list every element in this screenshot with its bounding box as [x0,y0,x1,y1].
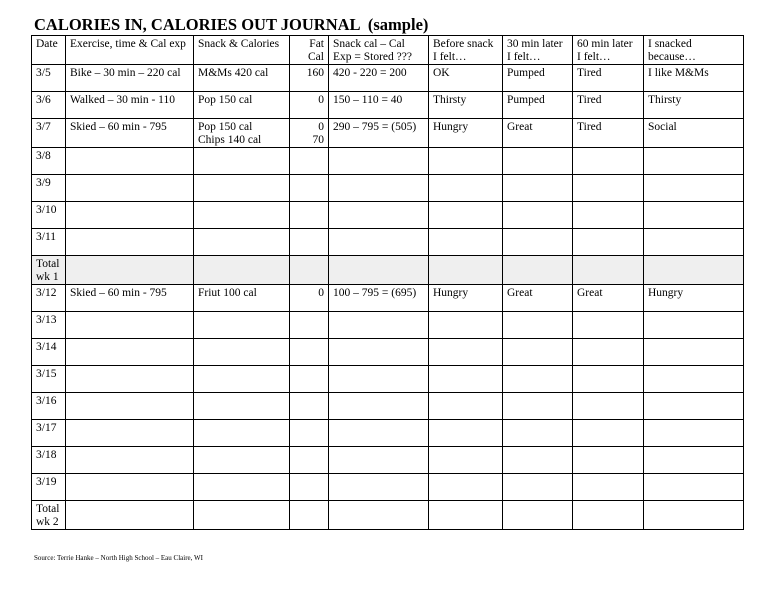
cell-60-min-later [573,148,644,175]
cell-before-snack [429,256,503,285]
cell-before-snack [429,393,503,420]
cell-snacked-because [644,202,744,229]
cell-exercise: Skied – 60 min - 795 [66,285,194,312]
cell-60-min-later: Tired [573,119,644,148]
cell-60-min-later: Tired [573,92,644,119]
table-row [32,119,744,148]
cell-60-min-later: Tired [573,65,644,92]
cell-stored [329,366,429,393]
cell-before-snack [429,501,503,530]
header-before-snack: Before snack I felt… [429,36,503,65]
cell-snack [194,175,290,202]
cell-stored: 100 – 795 = (695) [329,285,429,312]
cell-30-min-later: Great [503,285,573,312]
table-row [32,420,744,447]
cell-date: 3/16 [32,393,66,420]
cell-stored [329,312,429,339]
cell-exercise [66,229,194,256]
cell-fat-cal [290,366,329,393]
table-row [32,175,744,202]
cell-stored [329,393,429,420]
cell-snacked-because: Hungry [644,285,744,312]
cell-stored [329,175,429,202]
cell-date: 3/5 [32,65,66,92]
cell-exercise [66,175,194,202]
cell-stored [329,474,429,501]
table-row [32,92,744,119]
cell-snacked-because [644,148,744,175]
cell-snack: Pop 150 cal Chips 140 cal [194,119,290,148]
cell-exercise [66,256,194,285]
cell-60-min-later [573,393,644,420]
cell-before-snack [429,202,503,229]
cell-30-min-later [503,312,573,339]
cell-exercise [66,393,194,420]
cell-60-min-later [573,501,644,530]
cell-30-min-later [503,229,573,256]
source-note: Source: Terrie Hanke – North High School – Eau Claire, WI [34,554,203,562]
cell-fat-cal [290,202,329,229]
table-row [32,447,744,474]
cell-before-snack [429,366,503,393]
cell-before-snack [429,229,503,256]
cell-exercise [66,312,194,339]
cell-snack [194,229,290,256]
table-row [32,312,744,339]
cell-before-snack [429,474,503,501]
header-row [32,36,744,65]
cell-60-min-later [573,366,644,393]
cell-30-min-later [503,148,573,175]
cell-30-min-later [503,420,573,447]
journal-body [32,65,744,530]
cell-date: 3/12 [32,285,66,312]
cell-60-min-later [573,256,644,285]
cell-date: 3/6 [32,92,66,119]
cell-fat-cal [290,393,329,420]
cell-30-min-later [503,474,573,501]
cell-snack [194,447,290,474]
cell-fat-cal [290,256,329,285]
cell-stored [329,202,429,229]
journal-table [31,35,744,530]
cell-60-min-later [573,339,644,366]
cell-stored [329,256,429,285]
cell-exercise: Walked – 30 min - 110 [66,92,194,119]
cell-30-min-later: Great [503,119,573,148]
cell-date: 3/8 [32,148,66,175]
cell-exercise [66,202,194,229]
cell-snacked-because [644,229,744,256]
cell-snacked-because [644,501,744,530]
cell-before-snack: OK [429,65,503,92]
cell-date: Total wk 2 [32,501,66,530]
cell-60-min-later [573,229,644,256]
table-row [32,393,744,420]
cell-date: 3/10 [32,202,66,229]
cell-60-min-later [573,447,644,474]
cell-snacked-because: Thirsty [644,92,744,119]
cell-snacked-because: I like M&Ms [644,65,744,92]
cell-60-min-later [573,420,644,447]
cell-before-snack [429,420,503,447]
cell-fat-cal [290,148,329,175]
cell-snack [194,148,290,175]
page-title: CALORIES IN, CALORIES OUT JOURNAL (sample) [34,15,429,34]
table-row [32,501,744,530]
cell-snacked-because [644,420,744,447]
cell-date: 3/15 [32,366,66,393]
cell-30-min-later [503,501,573,530]
header-60-min-later: 60 min later I felt… [573,36,644,65]
cell-exercise [66,339,194,366]
cell-stored [329,501,429,530]
cell-60-min-later [573,175,644,202]
cell-30-min-later [503,447,573,474]
cell-snack [194,474,290,501]
cell-exercise [66,474,194,501]
cell-snacked-because [644,175,744,202]
header-fat-cal: Fat Cal [290,36,329,65]
cell-snacked-because [644,474,744,501]
cell-stored [329,447,429,474]
table-row [32,285,744,312]
cell-snack: Pop 150 cal [194,92,290,119]
cell-fat-cal [290,501,329,530]
table-row [32,202,744,229]
cell-fat-cal: 0 [290,92,329,119]
header-snacked-because: I snacked because… [644,36,744,65]
cell-60-min-later [573,312,644,339]
cell-exercise [66,420,194,447]
cell-fat-cal [290,175,329,202]
cell-exercise [66,501,194,530]
cell-stored [329,420,429,447]
cell-exercise: Bike – 30 min – 220 cal [66,65,194,92]
cell-30-min-later [503,256,573,285]
cell-30-min-later [503,393,573,420]
cell-before-snack: Hungry [429,119,503,148]
cell-snack [194,501,290,530]
cell-fat-cal [290,474,329,501]
cell-snack [194,393,290,420]
cell-fat-cal [290,339,329,366]
table-row [32,366,744,393]
cell-stored [329,339,429,366]
cell-snack [194,339,290,366]
table-row [32,474,744,501]
cell-30-min-later [503,175,573,202]
cell-stored [329,229,429,256]
cell-date: 3/19 [32,474,66,501]
header-snack: Snack & Calories [194,36,290,65]
cell-before-snack [429,175,503,202]
cell-stored: 290 – 795 = (505) [329,119,429,148]
cell-before-snack: Thirsty [429,92,503,119]
cell-before-snack: Hungry [429,285,503,312]
cell-fat-cal [290,312,329,339]
cell-date: 3/13 [32,312,66,339]
cell-30-min-later [503,202,573,229]
table-row [32,256,744,285]
cell-fat-cal: 0 [290,285,329,312]
cell-snack [194,366,290,393]
table-row [32,148,744,175]
cell-before-snack [429,447,503,474]
cell-snacked-because [644,339,744,366]
cell-snacked-because [644,393,744,420]
cell-exercise: Skied – 60 min - 795 [66,119,194,148]
cell-30-min-later [503,339,573,366]
cell-snack [194,420,290,447]
cell-date: 3/14 [32,339,66,366]
cell-exercise [66,447,194,474]
cell-snack: Friut 100 cal [194,285,290,312]
cell-fat-cal [290,447,329,474]
cell-exercise [66,366,194,393]
cell-date: Total wk 1 [32,256,66,285]
cell-before-snack [429,312,503,339]
cell-snacked-because: Social [644,119,744,148]
cell-snacked-because [644,447,744,474]
cell-snack [194,202,290,229]
cell-fat-cal: 0 70 [290,119,329,148]
cell-stored: 420 - 220 = 200 [329,65,429,92]
cell-exercise [66,148,194,175]
cell-date: 3/9 [32,175,66,202]
cell-30-min-later [503,366,573,393]
cell-date: 3/18 [32,447,66,474]
table-row [32,339,744,366]
cell-stored [329,148,429,175]
cell-fat-cal [290,229,329,256]
header-date: Date [32,36,66,65]
cell-date: 3/11 [32,229,66,256]
cell-date: 3/17 [32,420,66,447]
cell-snacked-because [644,312,744,339]
header-stored: Snack cal – Cal Exp = Stored ??? [329,36,429,65]
cell-snack [194,256,290,285]
cell-60-min-later [573,474,644,501]
cell-60-min-later [573,202,644,229]
header-30-min-later: 30 min later I felt… [503,36,573,65]
cell-30-min-later: Pumped [503,65,573,92]
cell-fat-cal [290,420,329,447]
cell-before-snack [429,339,503,366]
cell-snack: M&Ms 420 cal [194,65,290,92]
table-row [32,65,744,92]
cell-fat-cal: 160 [290,65,329,92]
cell-snack [194,312,290,339]
cell-30-min-later: Pumped [503,92,573,119]
cell-snacked-because [644,256,744,285]
cell-before-snack [429,148,503,175]
table-row [32,229,744,256]
cell-snacked-because [644,366,744,393]
cell-60-min-later: Great [573,285,644,312]
header-exercise: Exercise, time & Cal exp [66,36,194,65]
cell-stored: 150 – 110 = 40 [329,92,429,119]
cell-date: 3/7 [32,119,66,148]
